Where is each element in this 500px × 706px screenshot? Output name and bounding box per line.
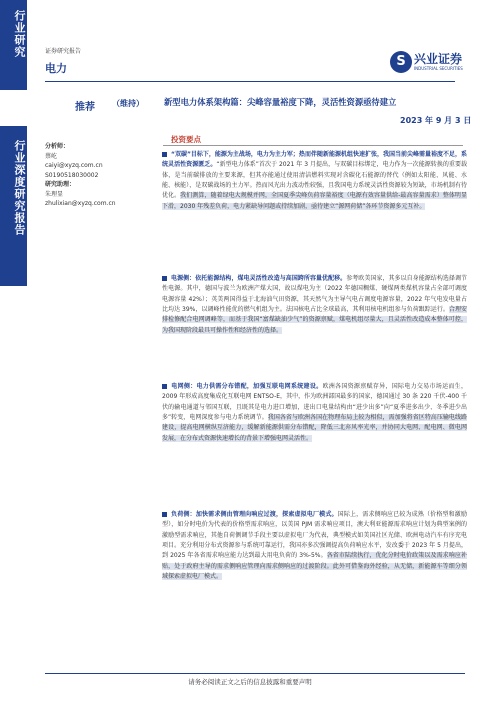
paragraph-1 — [162, 150, 467, 212]
assistant-name: 朱理显 — [45, 190, 64, 198]
paragraph-2 — [162, 274, 467, 336]
paragraph-1-lead: “双碳”目标下，能源为主战场，电力为主力军；热而伴随新能源机组快速扩张，我国当前尖峰需量裕度不足，系统灵活性资源匮乏。 — [162, 151, 467, 169]
header-divider — [45, 81, 455, 82]
paragraph-2-body: 参考欧美国家，其多以自身能源结构选择调节性电源。其中，德国与波兰为欧洲产煤大国，故以煤电为主（2022 年德国稠煤、硬煤两类煤机容量占全部可调度电源容量 42%）；英美两国得益于北海油气田资源，其天然气为主导气电占调度电源容量，2022 年气电发电量占比均达 39%，以调峰性能优的燃气机组为主。法国核电占比全球最高，其利用核电机组参与负荷跟踪运行。 — [162, 275, 467, 314]
company-logo — [390, 48, 470, 78]
section-divider — [163, 145, 463, 146]
paragraph-4-lead: 负荷侧：加快需求侧由管理向响应过渡，探索虚拟电厂模式。 — [171, 511, 338, 518]
industry-title: 电力 — [45, 62, 67, 75]
paragraph-4-highlight: 各省市陆续执行，优化分时电价政策以及需求响应补贴，处于政府主导的需求侧响应管理向需求侧响应的过渡阶段。此外可借鉴海外经验，从无储，新能源车等细分领域探索虚拟电厂模式。 — [162, 552, 467, 581]
bullet-icon — [162, 512, 167, 517]
logo-name-en: INDUSTRIAL SECURITIES — [414, 66, 463, 71]
rating-label: 推荐 — [75, 102, 95, 113]
paragraph-3 — [162, 382, 467, 444]
paragraph-3-highlight: 我国各省与欧洲各国在物理布局上较为相似，需加强将省区特高压输电线路建设，提高电网横纵互济能力，缓解新能源供需分布错配，降低三北弃风率光率，并协同大电网、配电网、微电网发展，在分布式资源快速增长的背景下增强电网灵活性。 — [162, 414, 467, 442]
paragraph-4 — [162, 510, 467, 582]
analyst-block — [45, 142, 116, 209]
analyst-label: 分析师： — [45, 143, 70, 150]
rating-sub: （维持） — [112, 99, 144, 108]
section-heading: 投资要点 — [171, 135, 201, 144]
paragraph-2-highlight: 合理安排检修配合电网调峰等，而基于我国“富煤缺油少气”的资源禀赋，煤电机组尽量大，且灵活性改造成本整体可控，为我国现阶段最具可操作性和经济性的选择。 — [162, 306, 467, 334]
sidebar-mid-band — [0, 126, 27, 286]
assistant-email[interactable]: zhulixian@xyzq.com.cn — [45, 200, 116, 207]
paragraph-3-body: 欧洲各国资源禀赋存异，国际电力交易市场运而生，2009 年形成高度集成化互联电网 ENTSO-E，其中，作为欧洲部国最多的国家，德国通过 30 条 220 千伏-400 千伏的输电通道与邻国互联，且既其是电力进口增加，进出口电量结构由“进少出多”向“夏季进多出少、冬季进少出多”转变，电网深度参与电力系统调节。 — [162, 383, 467, 422]
analyst-cert: S0190518030002 — [45, 171, 99, 179]
sidebar-mid-label: 行业深度研究报告 — [13, 140, 26, 236]
sidebar-top-band — [0, 0, 27, 90]
footer-disclaimer: 请务必阅读正文之后的信息披露和重要声明 — [188, 678, 312, 686]
report-type: 证券研究报告 — [45, 48, 82, 55]
paragraph-1-highlight: 我们测算，随着绿电大规模并网，全国夏季尖峰负荷容量裕度（电源有效容量供给-最高容量需求）整体明显下滑，2030 年残差负荷，电力紧缺导问题或持续加剧，亟待建立“源网荷储”各环节资源多元互补。 — [162, 192, 467, 210]
paragraph-3-lead: 电网侧：电力供需分布错配，加强互联电网系统建设。 — [171, 383, 323, 390]
logo-mark-icon: S — [390, 51, 412, 73]
footer-divider — [45, 673, 465, 674]
bullet-icon — [162, 152, 167, 157]
report-date: 2023 年 9 月 3 日 — [400, 116, 472, 125]
paragraph-1-body: “新型电力体系”首次于 2021 年 3 月提出，与双碳目标绑定，电力作为一次能源转换的重要载体，是当前碳排放的主要来源，但其亦能通过使用清洁燃料实现对含碳化石能源的替代（例如太阳能、风能、水能、核能），是双碳战场的主力军。热而风光出力波动性较强，且我国电力系统灵活性资源较为短缺，市场机制有待优化。 — [162, 161, 467, 200]
logo-name-cn: 兴业证券 — [414, 52, 463, 66]
report-title: 新型电力体系架构篇：尖峰容量裕度下降，灵活性资源亟待建立 — [164, 97, 397, 107]
bullet-icon — [162, 384, 167, 389]
paragraph-2-lead: 电源侧：依托能源结构，煤电灵活性改造与高国跨所容量优配移。 — [171, 275, 347, 282]
sidebar — [0, 0, 27, 706]
paragraph-4-body: 国际上，需求侧响应已较为成熟（价格型和激励型），如分时电价为代表的价格型需求响应，以美国 PJM 需求响应项目，澳大利亚能源需求响应计划为典型案例的激励型需求响应，其他自荷侧调节手段主要以虚拟电厂为代表，典型模式如美国社区光储、欧洲电动汽车有序充电项目。充分利用分布式资源参与系统可靠运行，我国亦多次强调提高负荷响应水平，发改委于 2023 年 5 月提出，到 2025 年各省需求响应能力达到最大用电负荷的 3%-5%。 — [162, 511, 467, 560]
bullet-icon — [162, 276, 167, 281]
analyst-email[interactable]: caiyi@xyzq.com.cn — [45, 162, 103, 169]
assistant-label: 研究助理： — [45, 181, 76, 188]
analyst-name: 蔡屹 — [45, 152, 58, 160]
sidebar-top-label: 行业研究 — [13, 10, 26, 58]
